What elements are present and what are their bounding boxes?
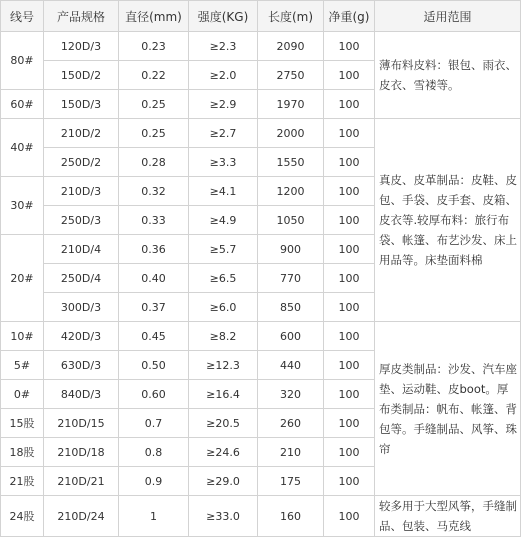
length-cell: 160: [258, 496, 324, 537]
strength-cell: ≥6.0: [189, 293, 258, 322]
length-cell: 600: [258, 322, 324, 351]
strength-cell: ≥5.7: [189, 235, 258, 264]
diameter-cell: 0.40: [119, 264, 189, 293]
header-row: [1, 1, 521, 32]
strength-cell: ≥3.3: [189, 148, 258, 177]
usage-cell: 较多用于大型风筝，手缝制品、包装、马克线: [375, 496, 521, 537]
strength-cell: ≥29.0: [189, 467, 258, 496]
weight-cell: 100: [324, 409, 375, 438]
weight-cell: 100: [324, 177, 375, 206]
weight-cell: 100: [324, 467, 375, 496]
diameter-cell: 0.25: [119, 119, 189, 148]
spec-cell: 420D/3: [44, 322, 119, 351]
spec-cell: 210D/4: [44, 235, 119, 264]
diameter-cell: 0.45: [119, 322, 189, 351]
diameter-cell: 0.25: [119, 90, 189, 119]
diameter-cell: 0.28: [119, 148, 189, 177]
diameter-cell: 0.33: [119, 206, 189, 235]
thread-number-cell: 40#: [1, 119, 44, 177]
strength-cell: ≥2.7: [189, 119, 258, 148]
spec-cell: 210D/24: [44, 496, 119, 537]
header-length: 长度(m): [258, 1, 324, 32]
header-usage: 适用范围: [375, 1, 521, 32]
thread-number-cell: 5#: [1, 351, 44, 380]
weight-cell: 100: [324, 235, 375, 264]
spec-cell: 120D/3: [44, 32, 119, 61]
length-cell: 210: [258, 438, 324, 467]
spec-cell: 210D/18: [44, 438, 119, 467]
table-row: [1, 32, 521, 61]
spec-cell: 250D/4: [44, 264, 119, 293]
table-row: [1, 496, 521, 537]
length-cell: 900: [258, 235, 324, 264]
usage-cell: 厚皮类制品：沙发、汽车座垫、运动鞋、皮boot。厚布类制品：帆布、帐篷、背包等。手缝制品、风筝、珠帘: [375, 322, 521, 496]
thread-number-cell: 60#: [1, 90, 44, 119]
length-cell: 850: [258, 293, 324, 322]
strength-cell: ≥20.5: [189, 409, 258, 438]
weight-cell: 100: [324, 322, 375, 351]
usage-cell: 真皮、皮革制品：皮鞋、皮包、手袋、皮手套、皮箱、皮衣等.较厚布料：旅行布袋、帐篷、布艺沙发、床上用品等。床垫面料棉: [375, 119, 521, 322]
spec-cell: 210D/2: [44, 119, 119, 148]
spec-cell: 840D/3: [44, 380, 119, 409]
diameter-cell: 0.22: [119, 61, 189, 90]
length-cell: 2000: [258, 119, 324, 148]
spec-cell: 150D/2: [44, 61, 119, 90]
strength-cell: ≥6.5: [189, 264, 258, 293]
thread-number-cell: 80#: [1, 32, 44, 90]
length-cell: 1550: [258, 148, 324, 177]
weight-cell: 100: [324, 119, 375, 148]
thread-number-cell: 10#: [1, 322, 44, 351]
spec-cell: 250D/3: [44, 206, 119, 235]
length-cell: 1970: [258, 90, 324, 119]
diameter-cell: 0.36: [119, 235, 189, 264]
length-cell: 770: [258, 264, 324, 293]
weight-cell: 100: [324, 380, 375, 409]
thread-number-cell: 15股: [1, 409, 44, 438]
weight-cell: 100: [324, 351, 375, 380]
length-cell: 260: [258, 409, 324, 438]
strength-cell: ≥4.9: [189, 206, 258, 235]
length-cell: 2750: [258, 61, 324, 90]
strength-cell: ≥12.3: [189, 351, 258, 380]
usage-cell: 薄布料皮料：银包、雨衣、皮衣、雪褛等。: [375, 32, 521, 119]
diameter-cell: 0.37: [119, 293, 189, 322]
strength-cell: ≥2.3: [189, 32, 258, 61]
weight-cell: 100: [324, 61, 375, 90]
strength-cell: ≥2.9: [189, 90, 258, 119]
spec-cell: 300D/3: [44, 293, 119, 322]
spec-cell: 250D/2: [44, 148, 119, 177]
length-cell: 175: [258, 467, 324, 496]
diameter-cell: 0.32: [119, 177, 189, 206]
header-weight: 净重(g): [324, 1, 375, 32]
thread-number-cell: 18股: [1, 438, 44, 467]
strength-cell: ≥33.0: [189, 496, 258, 537]
length-cell: 2090: [258, 32, 324, 61]
weight-cell: 100: [324, 438, 375, 467]
thread-number-cell: 21股: [1, 467, 44, 496]
diameter-cell: 0.60: [119, 380, 189, 409]
weight-cell: 100: [324, 32, 375, 61]
diameter-cell: 1: [119, 496, 189, 537]
length-cell: 320: [258, 380, 324, 409]
thread-number-cell: 20#: [1, 235, 44, 322]
diameter-cell: 0.9: [119, 467, 189, 496]
spec-cell: 210D/15: [44, 409, 119, 438]
header-strength: 强度(KG): [189, 1, 258, 32]
spec-cell: 210D/3: [44, 177, 119, 206]
weight-cell: 100: [324, 264, 375, 293]
header-thread-no: 线号: [1, 1, 44, 32]
header-diameter: 直径(mm): [119, 1, 189, 32]
strength-cell: ≥4.1: [189, 177, 258, 206]
strength-cell: ≥24.6: [189, 438, 258, 467]
strength-cell: ≥8.2: [189, 322, 258, 351]
length-cell: 1050: [258, 206, 324, 235]
diameter-cell: 0.7: [119, 409, 189, 438]
diameter-cell: 0.8: [119, 438, 189, 467]
strength-cell: ≥2.0: [189, 61, 258, 90]
weight-cell: 100: [324, 90, 375, 119]
weight-cell: 100: [324, 148, 375, 177]
weight-cell: 100: [324, 293, 375, 322]
header-spec: 产品规格: [44, 1, 119, 32]
length-cell: 440: [258, 351, 324, 380]
table-row: [1, 119, 521, 148]
thread-number-cell: 0#: [1, 380, 44, 409]
spec-cell: 210D/21: [44, 467, 119, 496]
strength-cell: ≥16.4: [189, 380, 258, 409]
thread-number-cell: 24股: [1, 496, 44, 537]
spec-cell: 150D/3: [44, 90, 119, 119]
thread-number-cell: 30#: [1, 177, 44, 235]
weight-cell: 100: [324, 496, 375, 537]
weight-cell: 100: [324, 206, 375, 235]
length-cell: 1200: [258, 177, 324, 206]
spec-cell: 630D/3: [44, 351, 119, 380]
table-row: [1, 322, 521, 351]
diameter-cell: 0.50: [119, 351, 189, 380]
diameter-cell: 0.23: [119, 32, 189, 61]
